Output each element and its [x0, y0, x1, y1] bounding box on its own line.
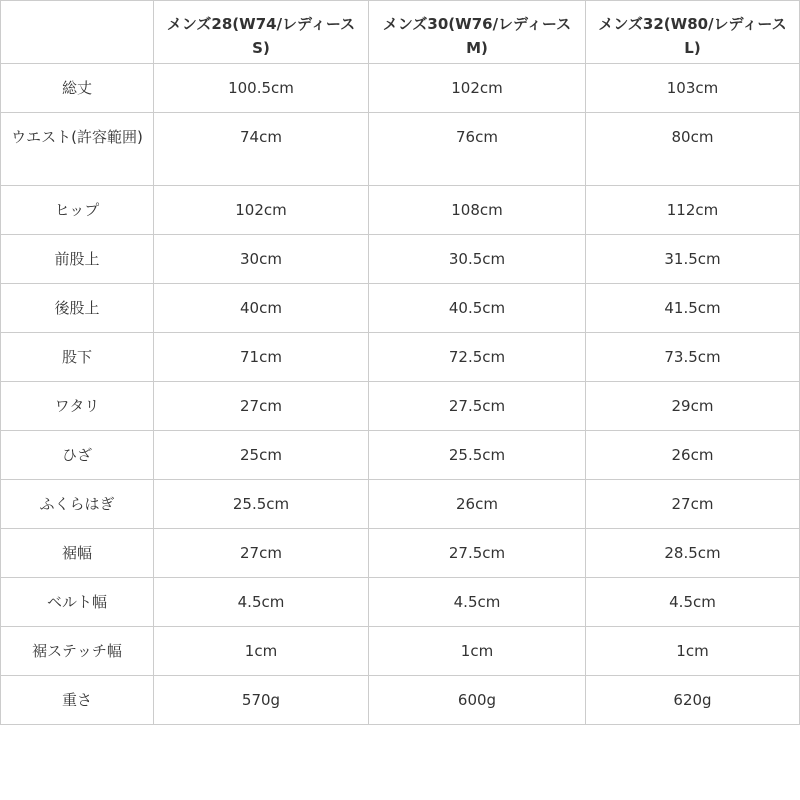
- table-cell: 40.5cm: [369, 284, 586, 333]
- row-label: 前股上: [1, 235, 154, 284]
- table-row: [1, 529, 800, 578]
- table-cell: 25.5cm: [369, 431, 586, 480]
- row-label: ウエスト(許容範囲): [1, 113, 154, 186]
- row-label: ひざ: [1, 431, 154, 480]
- table-row: [1, 676, 800, 725]
- header-size-30: メンズ30(W76/レディースM): [369, 1, 586, 64]
- table-row: [1, 480, 800, 529]
- table-cell: 27cm: [154, 529, 369, 578]
- table-cell: 103cm: [586, 64, 800, 113]
- table-cell: 27.5cm: [369, 529, 586, 578]
- table-cell: 30cm: [154, 235, 369, 284]
- table-cell: 41.5cm: [586, 284, 800, 333]
- table-cell: 620g: [586, 676, 800, 725]
- table-row: [1, 64, 800, 113]
- table-row: [1, 578, 800, 627]
- table-cell: 25cm: [154, 431, 369, 480]
- row-label: 裾ステッチ幅: [1, 627, 154, 676]
- table-cell: 26cm: [369, 480, 586, 529]
- table-cell: 108cm: [369, 186, 586, 235]
- table-cell: 27cm: [586, 480, 800, 529]
- table-cell: 4.5cm: [369, 578, 586, 627]
- row-label: ヒップ: [1, 186, 154, 235]
- table-cell: 40cm: [154, 284, 369, 333]
- table-header-row: [1, 1, 800, 64]
- table-cell: 25.5cm: [154, 480, 369, 529]
- table-cell: 29cm: [586, 382, 800, 431]
- table-row: [1, 284, 800, 333]
- table-cell: 27cm: [154, 382, 369, 431]
- table-cell: 102cm: [369, 64, 586, 113]
- table-cell: 102cm: [154, 186, 369, 235]
- table-cell: 72.5cm: [369, 333, 586, 382]
- table-row: [1, 235, 800, 284]
- header-corner-cell: [1, 1, 154, 64]
- table-cell: 74cm: [154, 113, 369, 186]
- table-cell: 570g: [154, 676, 369, 725]
- row-label: ふくらはぎ: [1, 480, 154, 529]
- table-row: [1, 627, 800, 676]
- row-label: 裾幅: [1, 529, 154, 578]
- row-label: 総丈: [1, 64, 154, 113]
- table-row: [1, 333, 800, 382]
- row-label: 重さ: [1, 676, 154, 725]
- table-cell: 27.5cm: [369, 382, 586, 431]
- table-row: [1, 382, 800, 431]
- row-label: 股下: [1, 333, 154, 382]
- table-cell: 30.5cm: [369, 235, 586, 284]
- table-cell: 100.5cm: [154, 64, 369, 113]
- table-row: [1, 186, 800, 235]
- table-cell: 76cm: [369, 113, 586, 186]
- row-label: ベルト幅: [1, 578, 154, 627]
- table-row: [1, 431, 800, 480]
- table-cell: 80cm: [586, 113, 800, 186]
- header-size-28: メンズ28(W74/レディースS): [154, 1, 369, 64]
- row-label: ワタリ: [1, 382, 154, 431]
- header-size-32: メンズ32(W80/レディースL): [586, 1, 800, 64]
- table-cell: 4.5cm: [586, 578, 800, 627]
- table-cell: 73.5cm: [586, 333, 800, 382]
- table-cell: 28.5cm: [586, 529, 800, 578]
- table-cell: 31.5cm: [586, 235, 800, 284]
- table-cell: 1cm: [586, 627, 800, 676]
- table-row: [1, 113, 800, 186]
- table-cell: 4.5cm: [154, 578, 369, 627]
- table-cell: 1cm: [154, 627, 369, 676]
- table-cell: 26cm: [586, 431, 800, 480]
- table-cell: 1cm: [369, 627, 586, 676]
- table-cell: 71cm: [154, 333, 369, 382]
- table-cell: 112cm: [586, 186, 800, 235]
- table-cell: 600g: [369, 676, 586, 725]
- row-label: 後股上: [1, 284, 154, 333]
